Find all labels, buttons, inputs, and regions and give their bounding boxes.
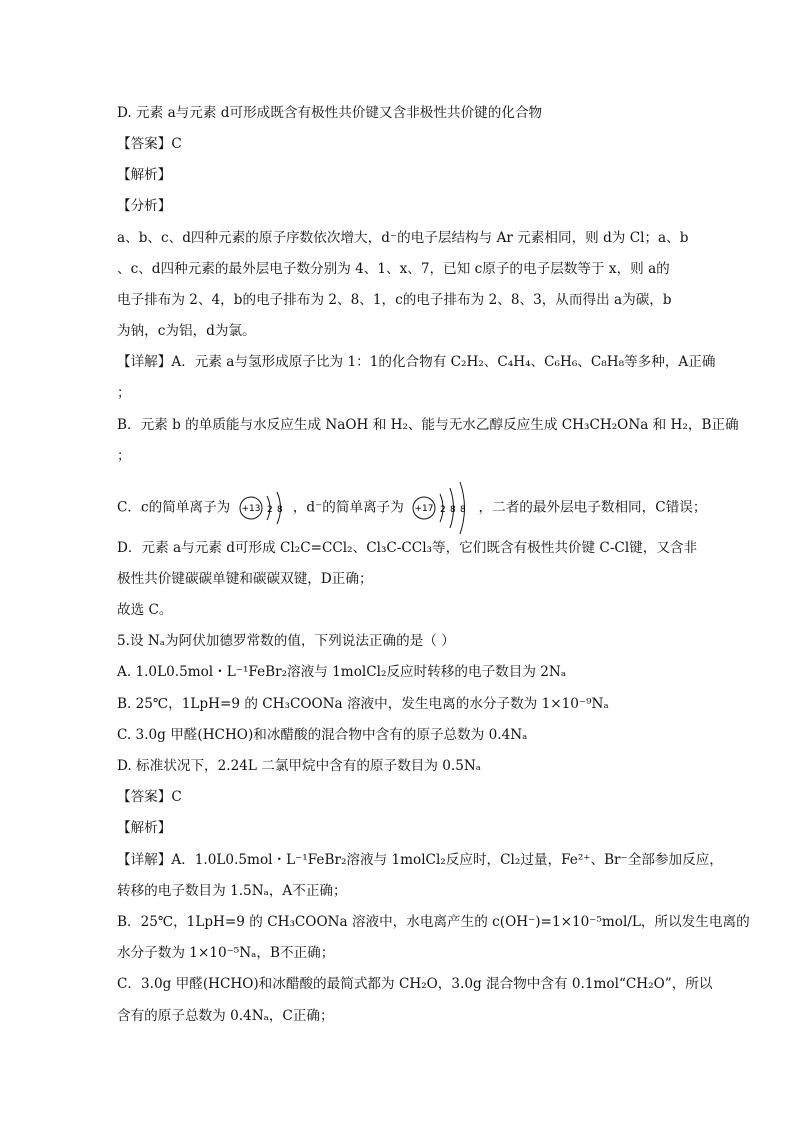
conclusion-line: 故选 C。 — [117, 602, 173, 618]
al-ion-diagram — [237, 486, 287, 530]
answer-label: 【答案】C — [117, 136, 182, 152]
q5-option-a: A. 1.0L0.5mol・L⁻¹FeBr₂溶液与 1molCl₂反应时转移的电子数目为 2Nₐ — [117, 664, 567, 680]
detail-b-line: B．元素 b 的单质能与水反应生成 NaOH 和 H₂、能与无水乙醇反应生成 CH₃CH₂ONa 和 H₂，B正确 — [117, 417, 739, 433]
q5-analysis-label: 【解析】 — [117, 820, 172, 836]
detail-a-line: 【详解】A．元素 a与氢形成原子比为 1：1的化合物有 C₂H₂、C₄H₄、C₆H₆、C₈H₈等多种，A正确 — [117, 354, 716, 370]
cl-ion-diagram — [410, 480, 472, 536]
detail-a-cont: ； — [117, 385, 131, 401]
q5-answer-label: 【答案】C — [117, 789, 182, 805]
detail-d-cont: 极性共价键碳碳单键和碳碳双键，D正确； — [117, 571, 373, 587]
analysis-line-2: 、c、d四种元素的最外层电子数分别为 4、1、x、7，已知 c原子的电子层数等于 x，则 a的 — [117, 261, 670, 277]
detail-d-line: D．元素 a与元素 d可形成 Cl₂C=CCl₂、Cl₃C-CCl₃等，它们既含有极性共价键 C-Cl键，又含非 — [117, 540, 698, 556]
q5-detail-b-cont: 水分子数为 1×10⁻⁵Nₐ，B不正确； — [117, 945, 335, 961]
analysis-line-3: 电子排布为 2、4，b的电子排布为 2、8、1，c的电子排布为 2、8、3，从而得出 a为碳，b — [117, 292, 672, 308]
q5-option-b: B. 25℃，1LpH=9 的 CH₃COONa 溶液中，发生电离的水分子数为 1×10⁻⁹Nₐ — [117, 696, 609, 712]
detail-c-line — [117, 480, 706, 536]
analysis-label: 【解析】 — [117, 167, 172, 183]
q5-detail-b-line: B．25℃，1LpH=9 的 CH₃COONa 溶液中，水电离产生的 c(OH⁻)=1×10⁻⁵mol/L，所以发生电离的 — [117, 914, 750, 930]
q5-detail-a-cont: 转移的电子数目为 1.5Nₐ，A不正确； — [117, 883, 347, 899]
cl-shell-3: 8 — [460, 505, 466, 515]
cl-nucleus-label: +17 — [414, 504, 434, 514]
al-shell-1: 2 — [266, 505, 273, 515]
analysis-line-1: a、b、c、d四种元素的原子序数依次增大，d⁻的电子层结构与 Ar 元素相同，则 d为 Cl；a、b — [117, 230, 689, 246]
cl-shell-1: 2 — [440, 505, 446, 515]
fenxi-label: 【分析】 — [117, 198, 172, 214]
al-shell-2: 8 — [276, 505, 283, 515]
q5-detail-c-cont: 含有的原子总数为 0.4Nₐ，C正确； — [117, 1008, 334, 1024]
option-d-line: D. 元素 a与元素 d可形成既含有极性共价键又含非极性共价键的化合物 — [117, 105, 543, 121]
detail-c-part1: C．c的简单离子为 — [117, 499, 231, 516]
q5-option-d: D. 标准状况下，2.24L 二氯甲烷中含有的原子数目为 0.5Nₐ — [117, 758, 482, 774]
detail-c-part3: ，二者的最外层电子数相同，C错误； — [478, 499, 707, 516]
q5-detail-c-line: C．3.0g 甲醛(HCHO)和冰醋酸的最简式都为 CH₂O，3.0g 混合物中含有 0.1mol“CH₂O”，所以 — [117, 976, 713, 992]
question-5-stem: 5.设 Nₐ为阿伏加德罗常数的值，下列说法正确的是（ ） — [117, 633, 455, 649]
al-nucleus-label: +13 — [241, 504, 260, 514]
analysis-line-4: 为钠，c为铝，d为氯。 — [117, 323, 256, 339]
detail-c-part2: ，d⁻的简单离子为 — [292, 499, 404, 516]
cl-shell-2: 8 — [450, 505, 456, 515]
q5-detail-a-line: 【详解】A．1.0L0.5mol・L⁻¹FeBr₂溶液与 1molCl₂反应时，Cl₂过量，Fe²⁺、Br⁻全部参加反应， — [117, 852, 723, 868]
detail-b-cont: ； — [117, 448, 131, 464]
q5-option-c: C. 3.0g 甲醛(HCHO)和冰醋酸的混合物中含有的原子总数为 0.4Nₐ — [117, 727, 528, 743]
